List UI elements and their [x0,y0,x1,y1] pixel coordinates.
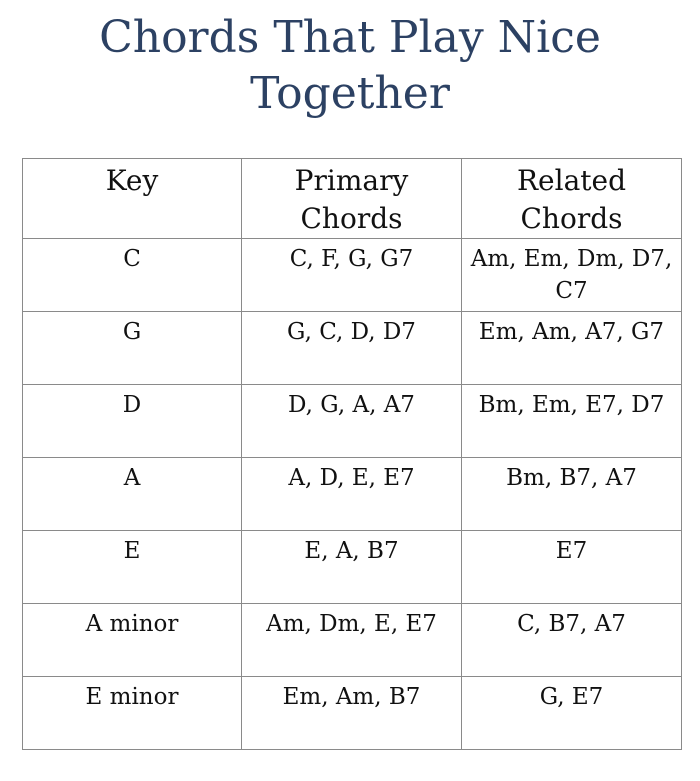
primary-chords-cell: A, D, E, E7 [242,458,462,531]
table-row [23,385,682,458]
header-related-chords: Related Chords [462,159,682,239]
header-primary-chords: Primary Chords [242,159,462,239]
primary-chords-cell: E, A, B7 [242,531,462,604]
key-cell: G [23,312,242,385]
primary-chords-cell: G, C, D, D7 [242,312,462,385]
key-cell: A [23,458,242,531]
chords-table [22,158,682,750]
related-chords-cell: Am, Em, Dm, D7, C7 [462,239,682,312]
key-cell: A minor [23,604,242,677]
primary-chords-cell: C, F, G, G7 [242,239,462,312]
table-row [23,677,682,750]
related-chords-cell: Bm, B7, A7 [462,458,682,531]
table-header-row [23,159,682,239]
table-row [23,531,682,604]
table-row [23,312,682,385]
related-chords-cell: Em, Am, A7, G7 [462,312,682,385]
key-cell: D [23,385,242,458]
table-row [23,604,682,677]
key-cell: E [23,531,242,604]
related-chords-cell: E7 [462,531,682,604]
related-chords-cell: C, B7, A7 [462,604,682,677]
table-row [23,458,682,531]
key-cell: C [23,239,242,312]
key-cell: E minor [23,677,242,750]
header-key: Key [23,159,242,239]
table-row [23,239,682,312]
primary-chords-cell: D, G, A, A7 [242,385,462,458]
primary-chords-cell: Em, Am, B7 [242,677,462,750]
related-chords-cell: G, E7 [462,677,682,750]
primary-chords-cell: Am, Dm, E, E7 [242,604,462,677]
page-title: Chords That Play Nice Together [99,12,601,119]
related-chords-cell: Bm, Em, E7, D7 [462,385,682,458]
